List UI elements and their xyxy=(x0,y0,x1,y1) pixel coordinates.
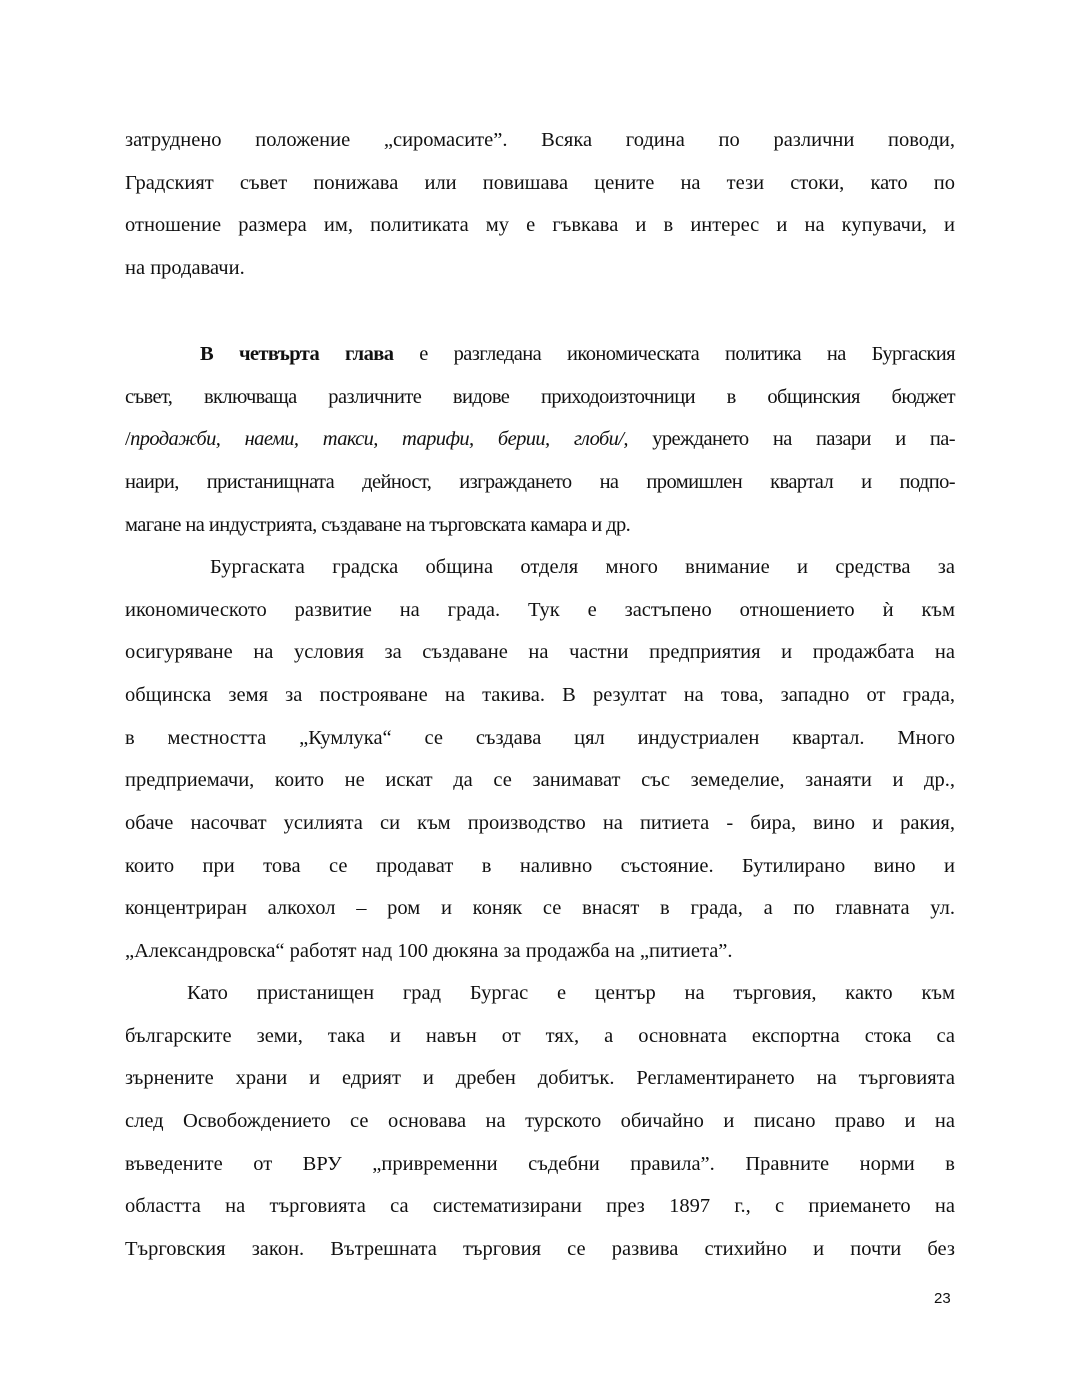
text-line xyxy=(125,1023,955,1049)
text-line xyxy=(125,895,955,921)
text-segment: е разгледана икономическата политика на Бургаския xyxy=(393,343,956,365)
text-segment: / xyxy=(125,428,131,451)
text-segment: българските земи, така и навън от тях, а основната експортна стока са xyxy=(125,1024,955,1047)
text-segment: уреждането на пазари и па- xyxy=(627,428,955,451)
text-segment: Бургаската градска община отделя много внимание и средства за xyxy=(210,556,955,578)
text-segment: Търговския закон. Вътрешната търговия се развива стихийно и почти без xyxy=(125,1237,955,1260)
text-segment: предприемачи, които не искат да се занимават със земеделие, занаяти и др., xyxy=(125,769,955,792)
text-line xyxy=(125,853,955,879)
text-line xyxy=(125,938,955,964)
text-line xyxy=(210,554,955,580)
text-line xyxy=(125,212,955,238)
text-line xyxy=(125,725,955,751)
text-line xyxy=(125,1108,955,1134)
text-segment: магане на индустрията, създаване на търговската камара и др. xyxy=(125,513,631,536)
text-segment: областта на търговията са систематизирани през 1897 г., с приемането на xyxy=(125,1195,955,1218)
text-line xyxy=(125,426,955,452)
text-segment: обаче насочват усилията си към производство на питиета - бира, вино и ракия, xyxy=(125,811,955,834)
text-line xyxy=(125,1236,955,1262)
text-line xyxy=(125,1193,955,1219)
text-line xyxy=(125,127,955,153)
text-segment: на продавачи. xyxy=(125,256,245,279)
text-line xyxy=(125,1151,955,1177)
text-line xyxy=(125,810,955,836)
text-segment: съвет, включваща различните видове приходоизточници в общинския бюджет xyxy=(125,385,955,408)
text-line xyxy=(125,639,955,665)
text-segment: зърнените храни и едрият и дребен добитък. Регламентирането на търговията xyxy=(125,1067,955,1090)
text-segment: общинска земя за построяване на такива. В резултат на това, западно от града, xyxy=(125,683,955,706)
text-segment: осигуряване на условия за създаване на частни предприятия и продажбата на xyxy=(125,641,955,664)
text-line xyxy=(125,1065,955,1091)
text-line xyxy=(125,597,955,623)
text-segment: наири, пристанищната дейност, изграждането на промишлен квартал и подпо- xyxy=(125,470,955,493)
text-line xyxy=(125,469,955,495)
text-segment: икономическото развитие на града. Тук е застъпено отношението ѝ към xyxy=(125,598,955,621)
text-line xyxy=(200,341,955,367)
bold-text: В четвърта глава xyxy=(200,343,394,365)
text-segment: в местността „Кумлука“ се създава цял индустриален квартал. Много xyxy=(125,726,955,749)
text-segment: затруднено положение „сиромасите”. Всяка година по различни поводи, xyxy=(125,129,955,151)
text-segment: Градският съвет понижава или повишава цените на тези стоки, като по xyxy=(125,171,955,194)
text-segment: които при това се продават в наливно състояние. Бутилирано вино и xyxy=(125,854,955,877)
text-segment: Като пристанищен град Бургас е център на търговия, както към xyxy=(187,982,955,1004)
italic-text: продажби, наеми, такси, тарифи, берии, глоби/, xyxy=(130,428,628,451)
text-segment: отношение размера им, политиката му е гъвкава и в интерес и на купувачи, и xyxy=(125,214,955,237)
text-segment: концентриран алкохол – ром и коняк се внасят в града, а по главната ул. xyxy=(125,897,955,920)
text-line xyxy=(125,170,955,196)
text-line xyxy=(187,980,955,1006)
text-segment: след Освобождението се основава на турското обичайно и писано право и на xyxy=(125,1109,955,1132)
page-number: 23 xyxy=(934,1290,951,1307)
text-segment: въведените от ВРУ „привременни съдебни правила”. Правните норми в xyxy=(125,1152,955,1175)
text-line xyxy=(125,767,955,793)
text-line xyxy=(125,255,955,281)
text-line xyxy=(125,512,955,538)
text-line xyxy=(125,384,955,410)
text-line xyxy=(125,682,955,708)
text-segment: „Александровска“ работят над 100 дюкяна за продажба на „питиета”. xyxy=(125,939,733,962)
